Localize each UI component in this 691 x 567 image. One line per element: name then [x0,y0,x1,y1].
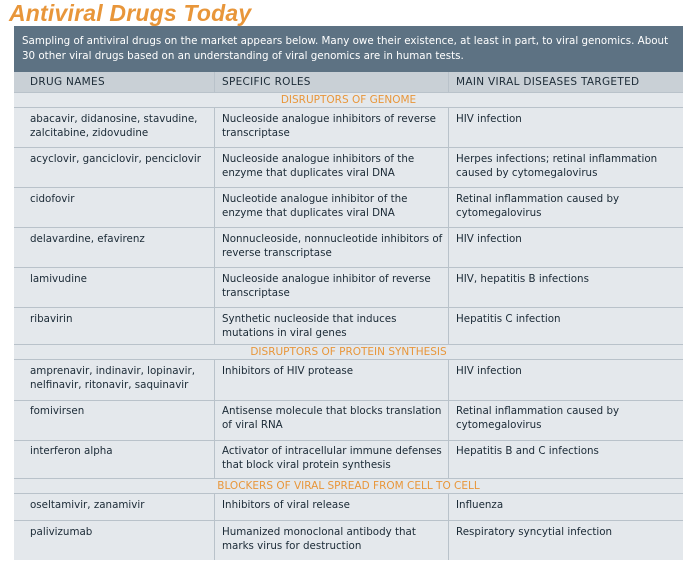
row-divider [14,359,683,360]
row-divider [14,147,683,148]
row-divider [14,440,683,441]
disease-cell: Retinal inflammation caused by cytomegalovirus [456,193,620,219]
drug-names-cell: ribavirin [30,313,73,325]
specific-role-cell: Nucleoside analogue inhibitors of the enzyme that duplicates viral DNA [222,153,415,179]
specific-role-cell: Nucleoside analogue inhibitors of reverse transcriptase [222,113,437,139]
column-divider [214,108,215,344]
row-divider [14,107,683,108]
section-heading-genome: DISRUPTORS OF GENOME [280,94,417,106]
table-grid [14,26,683,560]
drug-names-cell: amprenavir, indinavir, lopinavir, nelfinavir, ritonavir, saquinavir [30,365,195,391]
disease-cell: HIV, hepatitis B infections [456,273,589,285]
column-header-drug-names: DRUG NAMES [30,76,105,88]
drug-names-cell: lamivudine [30,273,87,285]
row-divider [14,520,683,521]
column-divider [448,72,449,92]
specific-role-cell: Nucleoside analogue inhibitor of reverse transcriptase [222,273,431,299]
disease-cell: Hepatitis C infection [456,313,561,325]
column-header-diseases: MAIN VIRAL DISEASES TARGETED [456,76,640,88]
specific-role-cell: Humanized monoclonal antibody that marks virus for destruction [222,526,416,552]
disease-cell: HIV infection [456,365,522,377]
row-divider [14,187,683,188]
row-divider [14,267,683,268]
intro-text: Sampling of antiviral drugs on the market appears below. Many owe their existence, at least in part, to viral genomics. About 30 other viral drugs based on an understanding of viral genomics are in human tests. [14,26,683,72]
page-title: Antiviral Drugs Today [9,0,252,26]
disease-cell: Respiratory syncytial infection [456,526,613,538]
disease-cell: Hepatitis B and C infections [456,445,599,457]
drug-names-cell: fomivirsen [30,405,85,417]
specific-role-cell: Activator of intracellular immune defenses that block viral protein synthesis [222,445,442,471]
row-divider [14,307,683,308]
row-divider [14,493,683,494]
disease-cell: HIV infection [456,233,522,245]
drug-names-cell: delavardine, efavirenz [30,233,145,245]
specific-role-cell: Inhibitors of HIV protease [222,365,354,377]
disease-cell: Influenza [456,499,504,511]
drug-names-cell: abacavir, didanosine, stavudine, zalcitabine, zidovudine [30,113,198,139]
disease-cell: HIV infection [456,113,522,125]
drug-names-cell: interferon alpha [30,445,113,457]
specific-role-cell: Inhibitors of viral release [222,499,350,511]
drug-names-cell: cidofovir [30,193,75,205]
specific-role-cell: Nucleotide analogue inhibitor of the enzyme that duplicates viral DNA [222,193,408,219]
disease-cell: Herpes infections; retinal inflammation caused by cytomegalovirus [456,153,658,179]
column-header-specific-roles: SPECIFIC ROLES [222,76,311,88]
column-divider [448,108,449,344]
column-divider [214,72,215,92]
specific-role-cell: Nonnucleoside, nonnucleotide inhibitors of reverse transcriptase [222,233,443,259]
section-heading-viral-spread: BLOCKERS OF VIRAL SPREAD FROM CELL TO CELL [217,480,480,492]
column-divider [448,494,449,560]
row-divider [14,227,683,228]
row-divider [14,400,683,401]
disease-cell: Retinal inflammation caused by cytomegalovirus [456,405,620,431]
drug-names-cell: oseltamivir, zanamivir [30,499,145,511]
section-heading-protein-synthesis: DISRUPTORS OF PROTEIN SYNTHESIS [250,346,447,358]
column-divider [448,360,449,478]
specific-role-cell: Synthetic nucleoside that induces mutations in viral genes [222,313,397,339]
drug-names-cell: acyclovir, ganciclovir, penciclovir [30,153,201,165]
table-panel [14,26,683,560]
specific-role-cell: Antisense molecule that blocks translation of viral RNA [222,405,442,431]
drug-names-cell: palivizumab [30,526,93,538]
